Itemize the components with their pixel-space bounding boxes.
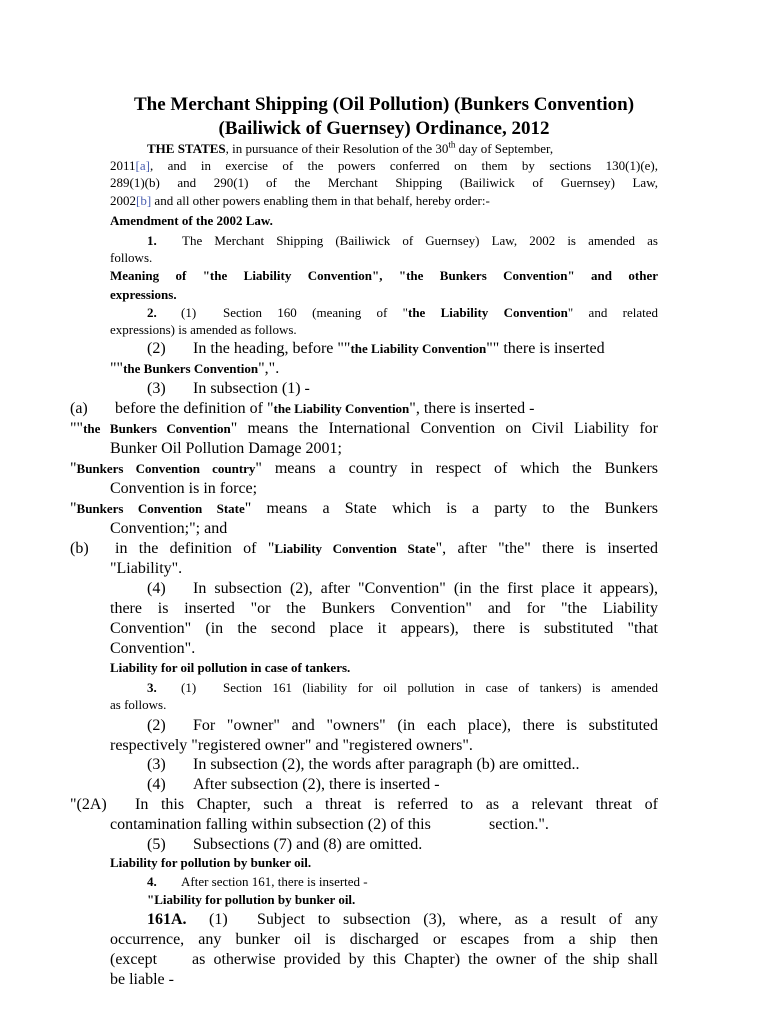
section-3-sub-4-label: (4) <box>147 776 166 793</box>
section-161a-line-2: occurrence, any bunker oil is discharged or escapes from a ship then <box>110 931 658 948</box>
definition-bunkers-state-line-1: "Bunkers Convention State" means a State which is a party to the Bunkers <box>70 500 658 517</box>
section-1-line-2: follows. <box>110 250 153 265</box>
preamble-line-2: 2011[a], and in exercise of the powers conferred on them by sections 130(1)(e), <box>110 158 658 173</box>
heading-amendment: Amendment of the 2002 Law. <box>110 213 273 228</box>
section-2-sub-4-line-4: Convention". <box>110 640 196 657</box>
heading-tankers: Liability for oil pollution in case of tankers. <box>110 660 351 675</box>
preamble-line-4: 2002[b] and all other powers enabling them in that behalf, hereby order:- <box>110 193 490 208</box>
section-1-line-1: The Merchant Shipping (Bailiwick of Guernsey) Law, 2002 is amended as <box>182 233 658 248</box>
section-2-sub-1-line-1: Section 160 (meaning of "the Liability Convention" and related <box>223 305 658 320</box>
section-161a-sub-1-label: (1) <box>209 911 228 928</box>
paragraph-b-line-2: "Liability". <box>110 560 183 577</box>
reference-link-a[interactable]: [a] <box>135 158 150 173</box>
section-3-sub-2-line-2: respectively "registered owner" and "registered owners". <box>110 737 473 754</box>
section-3-sub-5-text: Subsections (7) and (8) are omitted. <box>193 836 423 853</box>
paragraph-b-line-1: in the definition of "Liability Convention State", after "the" there is inserted <box>115 540 659 557</box>
heading-inserted-bunker-oil: "Liability for pollution by bunker oil. <box>147 892 356 907</box>
section-3-sub-1-label: (1) <box>181 680 197 695</box>
definition-bunkers-state-line-2: Convention;"; and <box>110 520 228 537</box>
section-2-sub-2-line-1: In the heading, before ""the Liability Convention"" there is inserted <box>193 340 605 357</box>
section-3-sub-1-line-2: as follows. <box>110 697 167 712</box>
section-4-text: After section 161, there is inserted - <box>181 874 368 889</box>
subsection-2a-line-1: In this Chapter, such a threat is referred to as a relevant threat of <box>135 796 658 813</box>
section-3-number: 3. <box>147 680 157 695</box>
section-2-sub-1-line-2: expressions) is amended as follows. <box>110 322 297 337</box>
section-2-number: 2. <box>147 305 157 320</box>
heading-meaning-line-2: expressions. <box>110 287 177 302</box>
paragraph-a-text: before the definition of "the Liability Convention", there is inserted - <box>115 400 535 417</box>
definition-bunkers-convention-line-1: ""the Bunkers Convention" means the International Convention on Civil Liability for <box>70 420 658 437</box>
reference-link-b[interactable]: [b] <box>136 193 152 208</box>
section-2-sub-2-line-2: ""the Bunkers Convention",". <box>110 360 280 377</box>
preamble-line-1: THE STATES, in pursuance of their Resolution of the 30th day of September, <box>147 139 554 156</box>
document-title-line-1: The Merchant Shipping (Oil Pollution) (Bunkers Convention) <box>133 94 635 115</box>
heading-meaning-line-1: Meaning of "the Liability Convention", "the Bunkers Convention" and other <box>110 268 658 283</box>
section-3-sub-3-text: In subsection (2), the words after paragraph (b) are omitted.. <box>193 756 580 773</box>
section-161a-line-3b: as otherwise provided by this Chapter) the owner of the ship shall <box>192 951 658 968</box>
section-3-sub-2-label: (2) <box>147 717 166 734</box>
preamble-states: THE STATES <box>147 141 226 156</box>
paragraph-a-label: (a) <box>70 400 88 417</box>
section-2-sub-3-label: (3) <box>147 380 166 397</box>
heading-bunker-oil: Liability for pollution by bunker oil. <box>110 855 312 870</box>
section-2-sub-4-line-3: Convention" (in the second place it appears), there is substituted "that <box>110 620 658 637</box>
subsection-2a-line-2b: section.". <box>489 816 549 833</box>
section-161a-line-4: be liable - <box>110 971 174 988</box>
preamble-line-3: 289(1)(b) and 290(1) of the Merchant Shipping (Bailiwick of Guernsey) Law, <box>110 175 658 190</box>
definition-bunkers-convention-line-2: Bunker Oil Pollution Damage 2001; <box>110 440 342 457</box>
section-2-sub-4-label: (4) <box>147 580 166 597</box>
section-161a-line-1: Subject to subsection (3), where, as a result of any <box>257 911 658 928</box>
section-2-sub-2-label: (2) <box>147 340 166 357</box>
subsection-2a-label: "(2A) <box>70 796 107 813</box>
section-4-number: 4. <box>147 874 157 889</box>
section-161a-line-3a: (except <box>110 951 158 968</box>
section-2-sub-4-line-2: there is inserted "or the Bunkers Convention" and for "the Liability <box>110 600 658 617</box>
subsection-2a-line-2a: contamination falling within subsection (2) of this <box>110 816 431 833</box>
definition-bunkers-country-line-2: Convention is in force; <box>110 480 258 497</box>
section-3-sub-1-line-1: Section 161 (liability for oil pollution in case of tankers) is amended <box>223 680 658 695</box>
section-2-sub-3-text: In subsection (1) - <box>193 380 310 397</box>
section-3-sub-2-line-1: For "owner" and "owners" (in each place), there is substituted <box>193 717 658 734</box>
section-3-sub-5-label: (5) <box>147 836 166 853</box>
definition-bunkers-country-line-1: "Bunkers Convention country" means a country in respect of which the Bunkers <box>70 460 659 477</box>
section-2-sub-4-line-1: In subsection (2), after "Convention" (in the first place it appears), <box>193 580 658 597</box>
section-2-sub-1-label: (1) <box>181 305 197 320</box>
document-title-line-2: (Bailiwick of Guernsey) Ordinance, 2012 <box>218 118 550 139</box>
paragraph-b-label: (b) <box>70 540 89 557</box>
section-1-number: 1. <box>147 233 157 248</box>
section-161a-number: 161A. <box>147 911 187 928</box>
section-3-sub-4-text: After subsection (2), there is inserted - <box>193 776 440 793</box>
section-3-sub-3-label: (3) <box>147 756 166 773</box>
